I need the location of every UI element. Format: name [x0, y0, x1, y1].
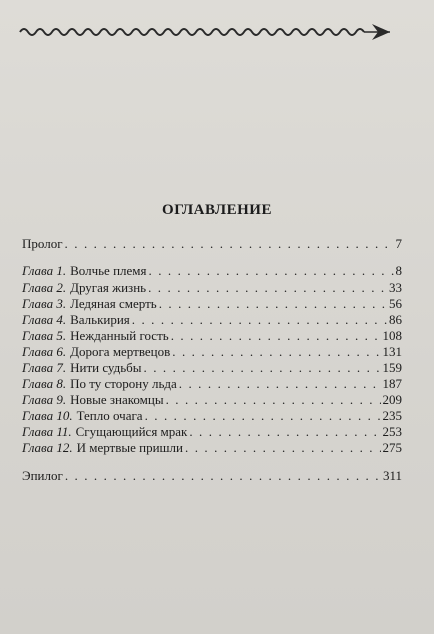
- toc-dot-leader: [144, 360, 381, 376]
- toc-entry: [22, 312, 402, 328]
- toc-entry: [22, 280, 402, 296]
- toc-dot-leader: [171, 328, 381, 344]
- toc-entry-title: Нити судьбы: [70, 360, 142, 375]
- toc-entry-page-number: 235: [382, 408, 402, 423]
- toc-entry-chapter-number: Глава 3.: [22, 296, 67, 311]
- toc-dot-leader: [65, 236, 394, 252]
- toc-entry-page-number: 7: [395, 236, 402, 251]
- toc-entry-page-number: 311: [382, 468, 402, 483]
- toc-dot-leader: [132, 312, 387, 328]
- toc-entry-title: По ту сторону льда: [70, 376, 177, 391]
- toc-entry: [22, 440, 402, 456]
- toc-entry-title: Сгущающийся мрак: [75, 424, 188, 439]
- toc-entry: [22, 408, 402, 424]
- toc-entry-page-number: 209: [382, 392, 402, 407]
- toc-entry-title: Эпилог: [22, 468, 63, 483]
- toc-entry-page-number: 108: [382, 328, 402, 343]
- toc-entry-title: Тепло очага: [76, 408, 143, 423]
- toc-entry-page-number: 33: [389, 280, 402, 295]
- toc-entry: [22, 296, 402, 312]
- toc-dot-leader: [179, 376, 381, 392]
- toc-entry-chapter-number: Глава 7.: [22, 360, 67, 375]
- toc-entry: [22, 392, 402, 408]
- toc-entry-page-number: 253: [382, 424, 402, 439]
- toc-entry-title: Пролог: [22, 236, 63, 251]
- toc-entry-title: Новые знакомцы: [70, 392, 164, 407]
- toc-heading: ОГЛАВЛЕНИЕ: [162, 202, 272, 218]
- toc-entry-page-number: 275: [382, 440, 402, 455]
- toc-entry-title: Валькирия: [70, 312, 130, 327]
- toc-entry: [22, 360, 402, 376]
- toc-entry: [22, 236, 402, 252]
- toc-dot-leader: [166, 392, 381, 408]
- toc-entry-page-number: 131: [382, 344, 402, 359]
- toc-entry-chapter-number: Глава 9.: [22, 392, 67, 407]
- toc-entry-chapter-number: Глава 1.: [22, 263, 67, 278]
- toc-entry-chapter-number: Глава 11.: [22, 424, 72, 439]
- toc-entry-chapter-number: Глава 6.: [22, 344, 67, 359]
- toc-dot-leader: [149, 263, 394, 279]
- toc-entry: [22, 468, 402, 484]
- toc-dot-leader: [148, 280, 387, 296]
- toc-dot-leader: [172, 344, 380, 360]
- toc-dot-leader: [65, 468, 381, 484]
- toc-dot-leader: [185, 440, 381, 456]
- toc-entry-chapter-number: Глава 5.: [22, 328, 67, 343]
- toc-entry: [22, 328, 402, 344]
- toc-entry-title: Другая жизнь: [70, 280, 147, 295]
- toc-entry-title: Нежданный гость: [70, 328, 169, 343]
- toc-entry-page-number: 56: [389, 296, 402, 311]
- toc-entry: [22, 344, 402, 360]
- toc-entry-title: И мертвые пришли: [76, 440, 183, 455]
- toc-entry-title: Дорога мертвецов: [70, 344, 171, 359]
- toc-entry: [22, 376, 402, 392]
- toc-entry-page-number: 8: [395, 263, 402, 278]
- toc-entry-page-number: 86: [389, 312, 402, 327]
- toc-entry: [22, 263, 402, 279]
- toc-entry-title: Волчье племя: [70, 263, 147, 278]
- toc-entry-chapter-number: Глава 10.: [22, 408, 73, 423]
- toc-dot-leader: [189, 424, 380, 440]
- toc-entry-chapter-number: Глава 4.: [22, 312, 67, 327]
- toc-entry-chapter-number: Глава 12.: [22, 440, 73, 455]
- decorative-arrow-ornament: [18, 20, 390, 40]
- toc-dot-leader: [145, 408, 381, 424]
- toc-entry-chapter-number: Глава 8.: [22, 376, 67, 391]
- toc-entry-title: Ледяная смерть: [70, 296, 157, 311]
- toc-entry-page-number: 187: [382, 376, 402, 391]
- toc-entry-chapter-number: Глава 2.: [22, 280, 67, 295]
- toc-dot-leader: [159, 296, 387, 312]
- toc-entry-page-number: 159: [382, 360, 402, 375]
- toc-entry: [22, 424, 402, 440]
